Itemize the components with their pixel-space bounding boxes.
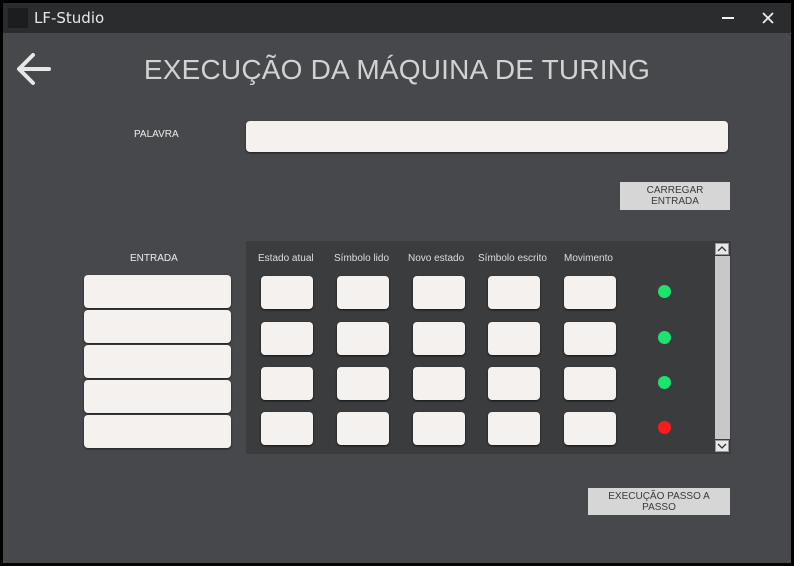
entrada-field[interactable] (84, 310, 231, 343)
column-header: Movimento (564, 253, 613, 264)
status-indicator (658, 421, 671, 434)
carregar-entrada-button[interactable]: CARREGAR ENTRADA (620, 182, 730, 210)
entrada-label: ENTRADA (130, 253, 178, 264)
title-bar (3, 3, 791, 33)
table-cell[interactable] (564, 367, 616, 400)
close-button[interactable] (748, 3, 788, 33)
scroll-up-button[interactable] (715, 243, 729, 255)
table-cell[interactable] (564, 276, 616, 309)
entrada-field[interactable] (84, 275, 231, 308)
chevron-down-icon (717, 443, 727, 449)
column-header: Novo estado (408, 253, 465, 264)
table-cell[interactable] (488, 276, 540, 309)
minimize-icon (721, 11, 735, 25)
transition-table (246, 241, 731, 454)
status-indicator (658, 331, 671, 344)
table-cell[interactable] (564, 322, 616, 355)
status-indicator (658, 285, 671, 298)
window-title: LF-Studio (34, 9, 105, 27)
status-indicator (658, 376, 671, 389)
table-cell[interactable] (488, 367, 540, 400)
column-header: Símbolo escrito (478, 253, 547, 264)
column-header: Símbolo lido (334, 253, 390, 264)
entrada-field[interactable] (84, 380, 231, 413)
table-cell[interactable] (337, 412, 389, 445)
palavra-label: PALAVRA (134, 129, 179, 140)
scroll-thumb[interactable] (715, 256, 730, 439)
table-cell[interactable] (337, 276, 389, 309)
page-title: EXECUÇÃO DA MÁQUINA DE TURING (143, 54, 651, 85)
minimize-button[interactable] (708, 3, 748, 33)
execucao-passo-a-passo-button[interactable]: EXECUÇÃO PASSO A PASSO (588, 488, 730, 515)
scroll-down-button[interactable] (715, 440, 729, 452)
table-scrollbar[interactable] (714, 241, 731, 454)
table-cell[interactable] (413, 276, 465, 309)
entrada-field[interactable] (84, 345, 231, 378)
table-cell[interactable] (564, 412, 616, 445)
app-icon (8, 8, 28, 28)
table-cell[interactable] (488, 412, 540, 445)
entrada-field[interactable] (84, 415, 231, 448)
table-cell[interactable] (261, 412, 313, 445)
column-header: Estado atual (258, 253, 314, 264)
palavra-input[interactable] (246, 121, 728, 152)
chevron-up-icon (717, 246, 727, 252)
table-cell[interactable] (261, 322, 313, 355)
table-cell[interactable] (261, 276, 313, 309)
app-window (3, 3, 791, 563)
table-cell[interactable] (261, 367, 313, 400)
table-cell[interactable] (413, 322, 465, 355)
table-cell[interactable] (337, 322, 389, 355)
table-cell[interactable] (413, 412, 465, 445)
close-icon (761, 11, 775, 25)
table-cell[interactable] (337, 367, 389, 400)
table-cell[interactable] (413, 367, 465, 400)
table-cell[interactable] (488, 322, 540, 355)
